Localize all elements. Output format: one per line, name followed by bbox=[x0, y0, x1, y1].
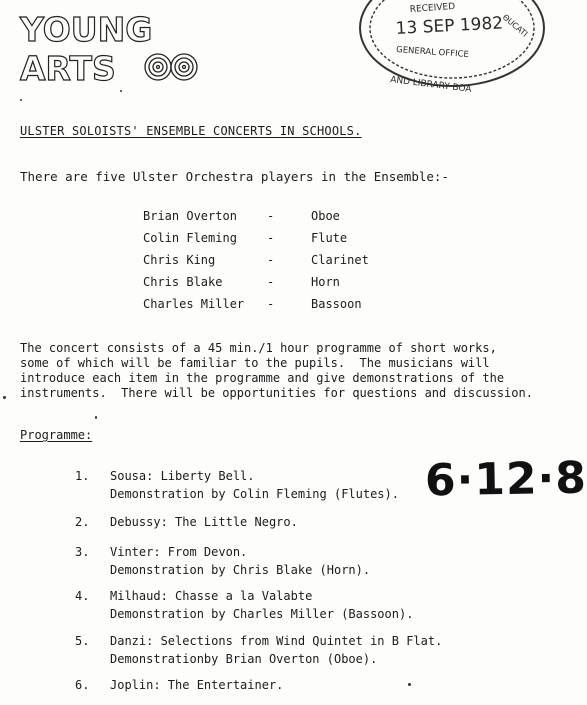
paper-speck bbox=[120, 90, 122, 92]
svg-text:13 SEP 1982: 13 SEP 1982 bbox=[395, 13, 504, 39]
paragraph-line: The concert consists of a 45 min./1 hour programme of short works, bbox=[20, 341, 497, 355]
player-instrument: Bassoon bbox=[311, 297, 362, 311]
programme-body bbox=[110, 513, 298, 531]
programme-body bbox=[110, 587, 413, 623]
programme-number: 2. bbox=[75, 515, 90, 529]
player-instrument: Clarinet bbox=[311, 253, 369, 267]
programme-demo: Demonstration by Colin Fleming (Flutes). bbox=[110, 487, 399, 501]
programme-title: Sousa: Liberty Bell. bbox=[110, 469, 255, 483]
player-name: Charles Miller bbox=[143, 297, 245, 311]
paper-speck bbox=[3, 396, 6, 399]
svg-text:ARTS: ARTS bbox=[20, 49, 116, 88]
svg-text:YOUNG: YOUNG bbox=[20, 10, 153, 49]
programme-title: Milhaud: Chasse a la Valabte bbox=[110, 589, 313, 603]
player-dash: - bbox=[267, 253, 275, 267]
document-heading: ULSTER SOLOISTS' ENSEMBLE CONCERTS IN SCHOOLS. bbox=[20, 124, 362, 138]
player-row bbox=[143, 209, 403, 231]
player-dash: - bbox=[267, 297, 275, 311]
player-row bbox=[143, 231, 403, 253]
programme-demo: Demonstration by Charles Miller (Bassoon). bbox=[110, 607, 414, 621]
player-row bbox=[143, 253, 403, 275]
programme-title: Joplin: The Entertainer. bbox=[110, 678, 284, 692]
paragraph-line: some of which will be familiar to the pupils. The musicians will bbox=[20, 356, 490, 370]
programme-title: Danzi: Selections from Wind Quintet in B Flat. bbox=[110, 634, 443, 648]
player-instrument: Oboe bbox=[311, 209, 340, 223]
programme-body bbox=[110, 632, 442, 668]
paper-speck bbox=[408, 683, 411, 686]
player-instrument: Flute bbox=[311, 231, 348, 245]
young-arts-logo-graphic bbox=[18, 8, 198, 88]
programme-number: 6. bbox=[75, 678, 90, 692]
player-row bbox=[143, 275, 403, 297]
player-instrument: Horn bbox=[311, 275, 340, 289]
description-paragraph bbox=[20, 341, 547, 401]
player-dash: - bbox=[267, 275, 275, 289]
svg-text:GENERAL OFFICE: GENERAL OFFICE bbox=[395, 45, 470, 61]
received-stamp bbox=[352, 0, 549, 100]
svg-text:RECEIVED: RECEIVED bbox=[409, 1, 456, 15]
paper-speck bbox=[95, 416, 97, 419]
programme-title: Vinter: From Devon. bbox=[110, 545, 248, 559]
young-arts-logo bbox=[18, 8, 198, 88]
svg-text:AND LIBRARY BOA: AND LIBRARY BOA bbox=[389, 75, 472, 95]
programme-number: 5. bbox=[75, 634, 90, 648]
programme-body bbox=[110, 676, 283, 694]
paragraph-line: introduce each item in the programme and give demonstrations of the bbox=[20, 371, 505, 385]
programme-body bbox=[110, 543, 370, 579]
player-name: Chris King bbox=[143, 253, 216, 267]
intro-text: There are five Ulster Orchestra players in the Ensemble:- bbox=[20, 169, 449, 184]
svg-text:ΘUCATI: ΘUCATI bbox=[500, 12, 530, 39]
programme-demo: Demonstration by Chris Blake (Horn). bbox=[110, 563, 371, 577]
paper-speck bbox=[20, 99, 22, 101]
programme-number: 4. bbox=[75, 589, 90, 603]
programme-title: Debussy: The Little Negro. bbox=[110, 515, 298, 529]
players-list bbox=[143, 209, 403, 319]
player-row bbox=[143, 297, 403, 319]
paragraph-line: instruments. There will be opportunities for questions and discussion. bbox=[20, 386, 533, 400]
player-dash: - bbox=[267, 231, 275, 245]
programme-body bbox=[110, 467, 399, 503]
programme-label: Programme: bbox=[20, 428, 93, 442]
programme-number: 3. bbox=[75, 545, 90, 559]
player-name: Brian Overton bbox=[143, 209, 237, 223]
handwritten-date: 6·12·8 bbox=[424, 452, 587, 507]
player-dash: - bbox=[267, 209, 275, 223]
player-name: Colin Fleming bbox=[143, 231, 237, 245]
player-name: Chris Blake bbox=[143, 275, 223, 289]
programme-demo: Demonstrationby Brian Overton (Oboe). bbox=[110, 652, 378, 666]
received-stamp-graphic bbox=[352, 0, 549, 100]
programme-number: 1. bbox=[75, 469, 90, 483]
